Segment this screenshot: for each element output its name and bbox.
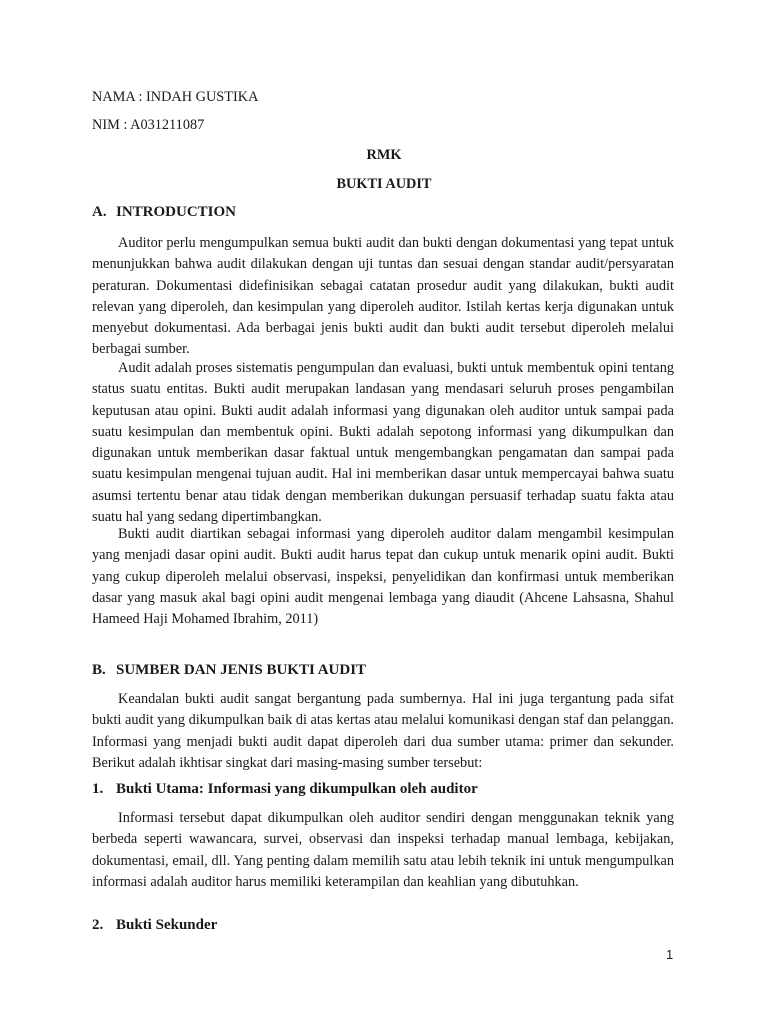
section-b-heading — [92, 662, 366, 679]
section-a-paragraph-1: Auditor perlu mengumpulkan semua bukti audit dan bukti dengan dokumentasi yang tepat untuk menunjukkan bahwa audit dilakukan dengan uji tuntas dan sesuai dengan standar audit/persyaratan peraturan. Dokumentasi didefinisikan sebagai catatan prosedur audit yang dilakukan, bukti audit relevan yang diperoleh, dan kesimpulan yang diperoleh auditor. Istilah kertas kerja digunakan untuk menyebut dokumentasi. Ada berbagai jenis bukti audit dan bukti audit tersebut diperoleh melalui berbagai sumber. — [92, 235, 674, 358]
section-a-paragraph-3: Bukti audit diartikan sebagai informasi yang diperoleh auditor dalam mengambil kesimpulan yang menjadi dasar opini audit. Bukti audit harus tepat dan cukup untuk menarik opini audit. Bukti yang cukup diperoleh melalui observasi, inspeksi, penyelidikan dan konfirmasi untuk memberikan dasar yang masuk akal bagi opini audit mengenai lembaga yang diaudit (Ahcene Lahsasna, Shahul Hameed Haji Mohamed Ibrahim, 2011) — [92, 526, 674, 628]
page-number: 1 — [666, 947, 674, 962]
student-nim: NIM : A031211087 — [92, 117, 205, 133]
subsection-2-heading — [92, 917, 217, 934]
subsection-1-heading — [92, 781, 478, 798]
section-b-title: SUMBER DAN JENIS BUKTI AUDIT — [116, 662, 367, 678]
subsection-1-paragraph: Informasi tersebut dapat dikumpulkan oleh auditor sendiri dengan menggunakan teknik yang berbeda seperti wawancara, survei, observasi dan inspeksi terhadap manual lembaga, kebijakan, dokumentasi, email, dll. Yang penting dalam memilih satu atau lebih teknik ini untuk mengumpulkan informasi adalah auditor harus memiliki keterampilan dan keahlian yang dibutuhkan. — [92, 810, 674, 890]
section-a-paragraph-2: Audit adalah proses sistematis pengumpulan dan evaluasi, bukti untuk membentuk opini tentang status suatu entitas. Bukti audit merupakan landasan yang mendasari seluruh proses pengambilan keputusan atau opini. Bukti audit adalah informasi yang digunakan oleh auditor untuk sampai pada suatu kesimpulan dan membentuk opini. Bukti adalah sepotong informasi yang dikumpulkan dan digunakan untuk memberikan dasar faktual untuk mengembangkan pengamatan dan sampai pada suatu kesimpulan mengenai tujuan audit. Hal ini memberikan dasar untuk mempercayai bahwa suatu asumsi tertentu benar atau tidak dengan memberikan dukungan persuasif terhadap suatu fakta atau suatu hal yang sedang dipertimbangkan. — [92, 360, 674, 526]
document-subtitle: BUKTI AUDIT — [336, 176, 432, 192]
section-a-heading — [92, 204, 236, 221]
subsection-1-number: 1. — [92, 781, 104, 797]
student-name: NAMA : INDAH GUSTIKA — [92, 89, 259, 105]
subsection-2-number: 2. — [92, 917, 104, 933]
subsection-1-title: Bukti Utama: Informasi yang dikumpulkan oleh auditor — [116, 781, 478, 797]
section-a-title: INTRODUCTION — [116, 204, 237, 220]
section-a-number: A. — [92, 204, 107, 220]
document-title: RMK — [366, 147, 402, 163]
section-b-paragraph: Keandalan bukti audit sangat bergantung pada sumbernya. Hal ini juga tergantung pada sifat bukti audit yang dikumpulkan baik di atas kertas atau melalui komunikasi dengan staf dan pelanggan. Informasi yang menjadi bukti audit dapat diperoleh dari dua sumber utama: primer dan sekunder. Berikut adalah ikhtisar singkat dari masing-masing sumber tersebut: — [92, 691, 674, 771]
subsection-2-title: Bukti Sekunder — [116, 917, 218, 933]
section-b-number: B. — [92, 662, 106, 678]
